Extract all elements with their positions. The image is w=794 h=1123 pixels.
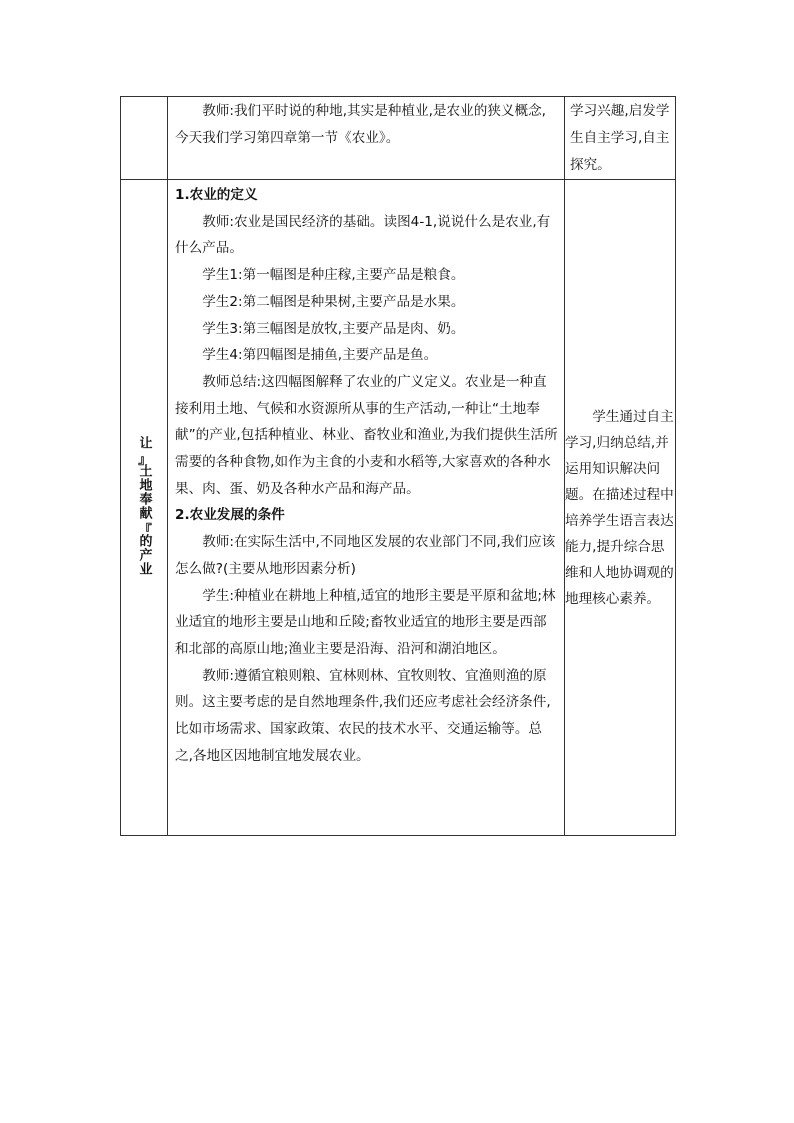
note-cell	[565, 97, 676, 180]
paragraph: 教师:农业是国民经济的基础。读图4-1,说说什么是农业,有什么产品。	[175, 213, 551, 257]
section-heading: 1.农业的定义	[175, 187, 258, 203]
table-row	[121, 180, 676, 836]
paragraph: 学生4:第四幅图是捕鱼,主要产品是鱼。	[202, 347, 438, 364]
paragraph: 学生:种植业在耕地上种植,适宜的地形主要是平原和盆地;林业适宜的地形主要是山地和丘陵;畜牧业适宜的地形主要是西部和北部的高原山地;渔业主要是沿海、沿河和湖泊地区。	[175, 587, 556, 657]
note-text: 学生通过自主学习,归纳总结,并运用知识解决问题。在描述过程中培养学生语言表达能力,提升综合思维和人地协调观的地理核心素养。	[565, 408, 674, 607]
row-label-cell	[121, 97, 168, 180]
table-row	[121, 97, 676, 180]
section-heading: 2.农业发展的条件	[175, 507, 285, 524]
note-text: 学习兴趣,启发学生自主学习,自主探究。	[570, 103, 670, 173]
note-cell	[565, 180, 676, 836]
paragraph: 学生2:第二幅图是种果树,主要产品是水果。	[202, 293, 465, 310]
paragraph: 教师总结:这四幅图解释了农业的广义定义。农业是一种直接利用土地、气候和水资源所从事的生产活动,一种让“土地奉献”的产业,包括种植业、林业、畜牧业和渔业,为我们提供生活所需要的各种食物,如作为主食的小麦和水稻等,大家喜欢的各种水果、肉、蛋、奶及各种水产品和海产品。	[175, 373, 558, 497]
paragraph: 学生1:第一幅图是种庄稼,主要产品是粮食。	[202, 267, 465, 284]
lesson-table	[120, 96, 676, 836]
content-cell	[168, 97, 565, 180]
content-cell	[168, 180, 565, 836]
paragraph: 教师:在实际生活中,不同地区发展的农业部门不同,我们应该怎么做?(主要从地形因素分析)	[175, 534, 556, 577]
section-label: 让『土地奉献』的产业	[136, 435, 152, 576]
paragraph: 学生3:第三幅图是放牧,主要产品是肉、奶。	[202, 320, 465, 337]
paragraph: 教师:我们平时说的种地,其实是种植业,是农业的狭义概念,今天我们学习第四章第一节《农业》。	[175, 103, 546, 146]
paragraph: 教师:遵循宜粮则粮、宜林则林、宜牧则牧、宜渔则渔的原则。这主要考虑的是自然地理条件,我们还应考虑社会经济条件,比如市场需求、国家政策、农民的技术水平、交通运输等。总之,各地区因地制宜地发展农业。	[175, 667, 551, 764]
row-label-cell	[121, 180, 168, 836]
